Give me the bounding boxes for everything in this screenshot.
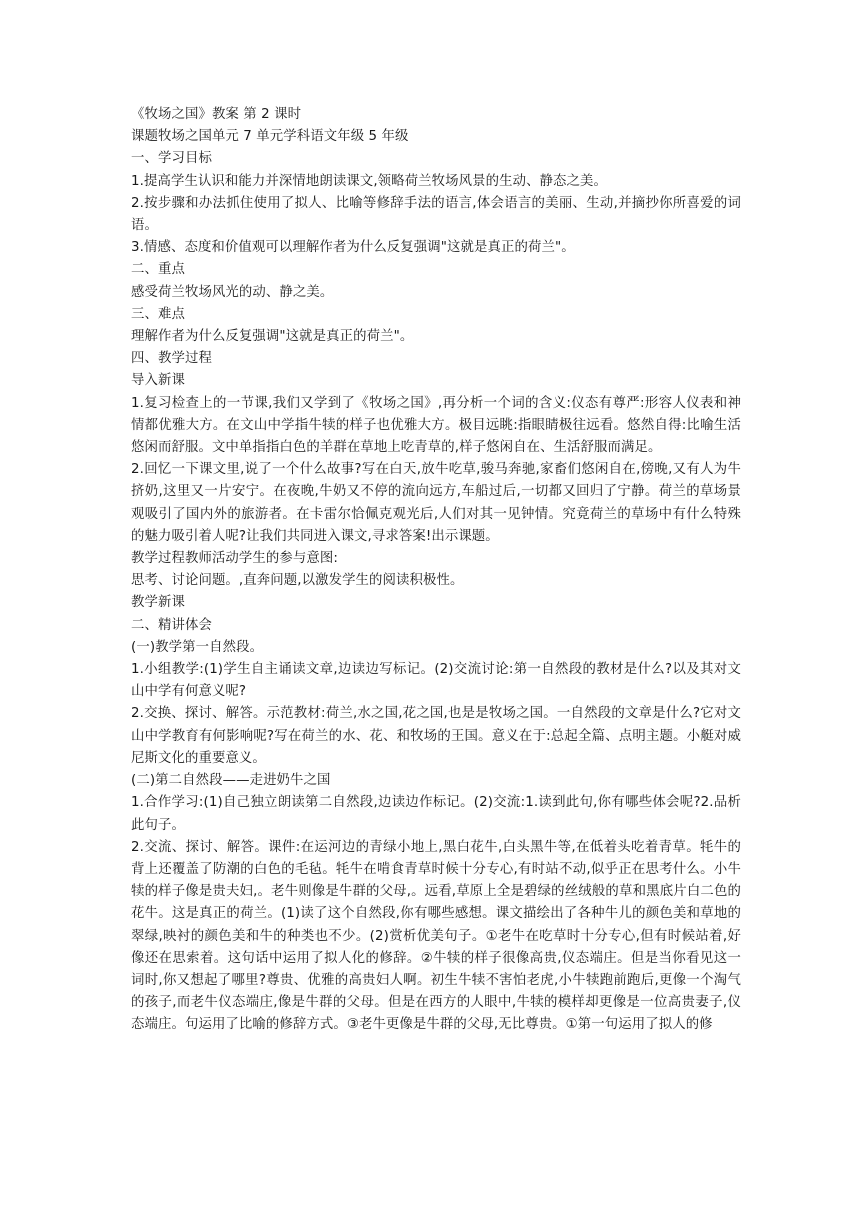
section-heading-goals: 一、学习目标 — [131, 151, 212, 167]
subheading-new-lesson: 教学新课 — [131, 595, 185, 611]
lesson-item: 2.交流、探讨、解答。课件:在运河边的青绿小地上,黑白花牛,白头黑牛等,在低着头吃着青草。牦牛的背上还覆盖了防潮的白色的毛毡。牦牛在啃食青草时候十分专心,有时站不动,似乎正在思考什么。小牛犊的样子像是贵夫妇,。老牛则像是牛群的父母,。远看,草原上全是碧绿的丝绒般的草和黑底片白二色的花牛。这是真正的荷兰。(1)读了这个自然段,你有哪些感想。课文描绘出了各种牛儿的颜色美和草地的翠绿,映衬的颜色美和牛的种类也不少。(2)赏析优美句子。①老牛在吃草时十分专心,但有时候站着,好像还在思索着。这句话中运用了拟人化的修辞。②牛犊的样子很像高贵,仪态端庄。但是当你看见这一词时,你又想起了哪里?尊贵、优雅的高贵妇人啊。初生牛犊不害怕老虎,小牛犊跑前跑后,更像一个淘气的孩子,而老牛仪态端庄,像是牛群的父母。但是在西方的人眼中,牛犊的模样却更像是一位高贵妻子,仪态端庄。句运用了比喻的修辞方式。③老牛更像是牛群的父母,无比尊贵。①第一句运用了拟人的修 — [131, 839, 741, 1033]
goal-item: 1.提高学生认识和能力并深情地朗读课文,领略荷兰牧场风景的生动、静态之美。 — [131, 173, 608, 189]
goal-item: 2.按步骤和办法抓住使用了拟人、比喻等修辞手法的语言,体会语言的美丽、生动,并摘抄你所喜爱的词语。 — [131, 195, 741, 234]
document-title: 《牧场之国》教案 第 2 课时 — [131, 107, 302, 122]
section-heading-detailed: 二、精讲体会 — [131, 617, 212, 633]
intent-label: 教学过程教师活动学生的参与意图: — [131, 551, 338, 567]
lesson-meta: 课题牧场之国单元 7 单元学科语文年级 5 年级 — [131, 129, 409, 145]
subheading-paragraph-two: (二)第二自然段——走进奶牛之国 — [131, 773, 331, 789]
intro-paragraph: 2.回忆一下课文里,说了一个什么故事?写在白天,放牛吃草,骏马奔驰,家畜们悠闲自在,傍晚,又有人为牛挤奶,这里又一片安宁。在夜晚,牛奶又不停的流向远方,车船过后,一切都又回归了宁静。荷兰的草场景观吸引了国内外的旅游者。在卡雷尔恰佩克观光后,人们对其一见钟情。究竟荷兰的草场中有什么特殊的魅力吸引着人呢?让我们共同进入课文,寻求答案!出示课题。 — [131, 462, 741, 544]
goal-item: 3.情感、态度和价值观可以理解作者为什么反复强调"这就是真正的荷兰"。 — [131, 240, 575, 256]
key-point-text: 感受荷兰牧场风光的动、静之美。 — [131, 284, 334, 300]
subheading-paragraph-one: (一)教学第一自然段。 — [131, 639, 264, 655]
section-heading-key-points: 二、重点 — [131, 262, 185, 278]
intent-text: 思考、讨论问题。,直奔问题,以激发学生的阅读积极性。 — [131, 573, 464, 589]
lesson-item: 1.小组教学:(1)学生自主诵读文章,边读边写标记。(2)交流讨论:第一自然段的教材是什么?以及其对文山中学有何意义呢? — [131, 662, 741, 700]
lesson-item: 2.交换、探讨、解答。示范教材:荷兰,水之国,花之国,也是是牧场之国。一自然段的文章是什么?它对文山中学教育有何影响呢?写在荷兰的水、花、和牧场的王国。意义在于:总起全篇、点明主题。小艇对威尼斯文化的重要意义。 — [131, 706, 741, 766]
section-heading-process: 四、教学过程 — [131, 351, 212, 367]
document-page — [131, 104, 741, 1037]
difficulty-text: 理解作者为什么反复强调"这就是真正的荷兰"。 — [131, 329, 414, 345]
section-heading-difficulties: 三、难点 — [131, 306, 185, 322]
lesson-item: 1.合作学习:(1)自己独立朗读第二自然段,边读边作标记。(2)交流:1.读到此句,你有哪些体会呢?2.品析此句子。 — [131, 795, 741, 833]
subheading-intro: 导入新课 — [131, 373, 185, 389]
intro-paragraph: 1.复习检查上的一节课,我们又学到了《牧场之国》,再分析一个词的含义:仪态有尊严:形容人仪表和神情都优雅大方。在文山中学指牛犊的样子也优雅大方。极目远眺:指眼睛极往远看。悠然自得:比喻生活悠闲而舒服。文中单指指白色的羊群在草地上吃青草的,样子悠闲自在、生活舒服而满足。 — [131, 395, 741, 456]
